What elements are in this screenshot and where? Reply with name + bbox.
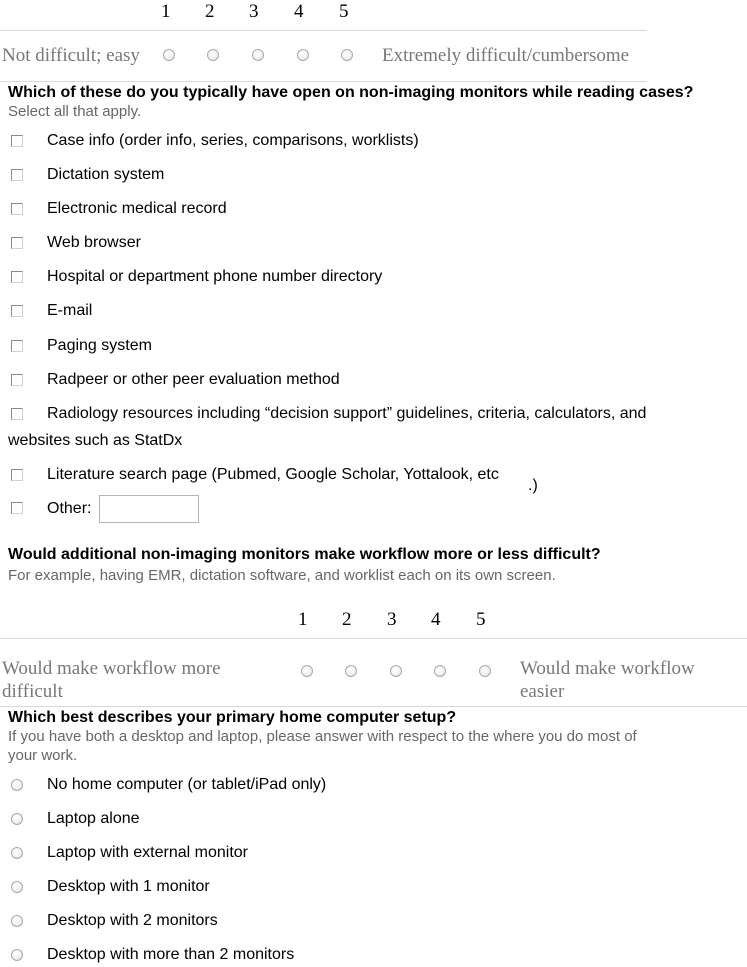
question-subtitle-additional-monitors: For example, having EMR, dictation software, and worklist each on its own screen.: [8, 567, 556, 584]
scale1-top-divider: [0, 30, 647, 31]
question-subtitle-home-setup-line1: If you have both a desktop and laptop, please answer with respect to the where you do most of: [8, 728, 637, 745]
option-phone-directory: Hospital or department phone number directory: [47, 268, 383, 285]
option-radpeer: Radpeer or other peer evaluation method: [47, 371, 340, 388]
scale1-radio-5[interactable]: [341, 49, 353, 61]
other-text-input[interactable]: [99, 495, 199, 523]
option-laptop-external-monitor: Laptop with external monitor: [47, 844, 248, 861]
scale1-number-2: 2: [205, 1, 215, 22]
checkbox-web-browser[interactable]: [11, 237, 23, 249]
scale2-bottom-divider: [0, 706, 747, 707]
scale2-top-divider: [0, 638, 747, 639]
checkbox-radiology-resources[interactable]: [11, 408, 23, 420]
scale1-radio-4[interactable]: [297, 49, 309, 61]
question-title-monitors-open: Which of these do you typically have open on non-imaging monitors while reading cases?: [8, 84, 694, 101]
radio-laptop-external-monitor[interactable]: [11, 847, 23, 859]
scale1-number-4: 4: [294, 1, 304, 22]
radio-desktop-1-monitor[interactable]: [11, 881, 23, 893]
checkbox-radpeer[interactable]: [11, 374, 23, 386]
checkbox-phone-directory[interactable]: [11, 271, 23, 283]
scale2-radio-1[interactable]: [301, 665, 313, 677]
option-literature-search-tail: .): [528, 477, 538, 494]
scale1-left-label: Not difficult; easy: [2, 45, 140, 66]
scale2-number-2: 2: [342, 609, 352, 630]
scale2-radio-4[interactable]: [434, 665, 446, 677]
scale1-radio-1[interactable]: [163, 49, 175, 61]
radio-no-home-computer[interactable]: [11, 779, 23, 791]
option-radiology-resources-line2: websites such as StatDx: [8, 432, 183, 449]
option-desktop-2-monitors: Desktop with 2 monitors: [47, 912, 218, 929]
scale1-bottom-divider: [0, 81, 647, 82]
option-desktop-1-monitor: Desktop with 1 monitor: [47, 878, 210, 895]
option-laptop-alone: Laptop alone: [47, 810, 140, 827]
scale2-radio-5[interactable]: [479, 665, 491, 677]
radio-laptop-alone[interactable]: [11, 813, 23, 825]
question-title-home-setup: Which best describes your primary home computer setup?: [8, 709, 457, 726]
option-electronic-medical-record: Electronic medical record: [47, 200, 227, 217]
scale2-number-4: 4: [431, 609, 441, 630]
question-subtitle-home-setup-line2: your work.: [8, 747, 78, 764]
option-paging-system: Paging system: [47, 337, 152, 354]
scale2-radio-2[interactable]: [345, 665, 357, 677]
scale1-radio-2[interactable]: [207, 49, 219, 61]
scale2-left-label-line1: Would make workflow more: [2, 658, 221, 679]
option-case-info: Case info (order info, series, comparisons, worklists): [47, 132, 419, 149]
checkbox-other[interactable]: [11, 502, 23, 514]
scale1-number-5: 5: [339, 1, 349, 22]
checkbox-dictation-system[interactable]: [11, 169, 23, 181]
option-email: E-mail: [47, 302, 93, 319]
scale2-left-label-line2: difficult: [2, 681, 63, 702]
scale1-right-label: Extremely difficult/cumbersome: [382, 45, 630, 66]
checkbox-case-info[interactable]: [11, 135, 23, 147]
radio-desktop-2-monitors[interactable]: [11, 915, 23, 927]
checkbox-electronic-medical-record[interactable]: [11, 203, 23, 215]
scale2-number-3: 3: [387, 609, 397, 630]
option-dictation-system: Dictation system: [47, 166, 165, 183]
scale2-radio-3[interactable]: [390, 665, 402, 677]
option-radiology-resources-line1: Radiology resources including “decision support” guidelines, criteria, calculators, and: [47, 405, 647, 422]
checkbox-paging-system[interactable]: [11, 340, 23, 352]
checkbox-literature-search[interactable]: [11, 469, 23, 481]
scale2-number-1: 1: [298, 609, 308, 630]
scale2-right-label-line2: easier: [520, 681, 565, 702]
option-web-browser: Web browser: [47, 234, 141, 251]
scale2-right-label-line1: Would make workflow: [520, 658, 695, 679]
radio-desktop-more-than-2[interactable]: [11, 949, 23, 961]
option-desktop-more-than-2: Desktop with more than 2 monitors: [47, 946, 295, 963]
option-no-home-computer: No home computer (or tablet/iPad only): [47, 776, 327, 793]
scale1-radio-3[interactable]: [252, 49, 264, 61]
checkbox-email[interactable]: [11, 305, 23, 317]
option-literature-search: Literature search page (Pubmed, Google Scholar, Yottalook, etc: [47, 466, 499, 483]
question-subtitle-monitors-open: Select all that apply.: [8, 103, 142, 120]
question-title-additional-monitors: Would additional non-imaging monitors make workflow more or less difficult?: [8, 546, 601, 563]
scale1-number-3: 3: [249, 1, 259, 22]
scale2-number-5: 5: [476, 609, 486, 630]
scale1-number-1: 1: [161, 1, 171, 22]
option-other-label: Other:: [47, 500, 92, 517]
